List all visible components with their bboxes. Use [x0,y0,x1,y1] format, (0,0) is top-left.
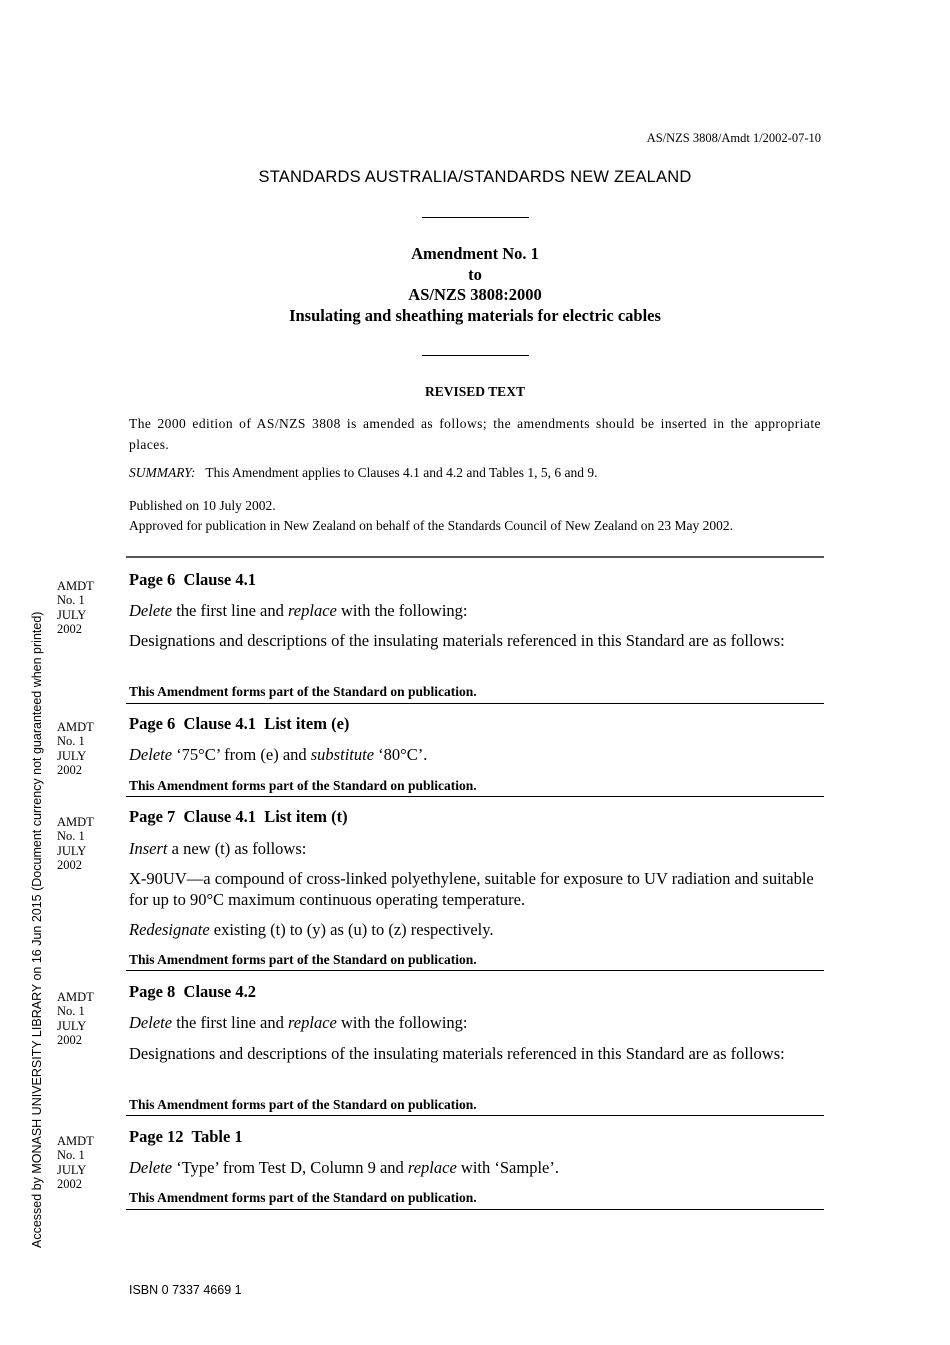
published-date: Published on 10 July 2002. [129,498,276,513]
amendment-note: This Amendment forms part of the Standard on publication. [129,952,477,967]
section-divider [126,1209,824,1210]
instruction-verb: Delete [129,1158,173,1177]
title-line-2: to [468,264,482,284]
replacement-text: Designations and descriptions of the insulating materials referenced in this Standard are as follows: [129,1044,785,1063]
instruction-paragraph [129,744,819,765]
amdt-label-line: JULY [57,843,87,858]
amdt-label-line: 2002 [57,762,82,777]
section-divider [126,1115,824,1116]
instruction-text: the first line and [172,1013,288,1032]
access-side-note: Accessed by MONASH UNIVERSITY LIBRARY on 16 Jun 2015 (Document currency not guaranteed when printed) [30,611,44,1248]
amdt-label-line: 2002 [57,857,82,872]
summary [129,465,598,481]
summary-label: SUMMARY: [129,465,196,480]
instruction-verb: Delete [129,745,173,764]
instruction-text: existing (t) to (y) as (u) to (z) respectively. [209,920,494,939]
instruction-verb: Redesignate [129,920,210,939]
amdt-label-line: 2002 [57,1032,82,1047]
organisation-name: STANDARDS AUSTRALIA/STANDARDS NEW ZEALAND [258,168,692,186]
instruction-paragraph [129,1157,819,1178]
instruction-text: with the following: [336,601,468,620]
amdt-label-line: 2002 [57,621,82,636]
inserted-item-text: X-90UV—a compound of cross-linked polyethylene, suitable for exposure to UV radiation and suitable for up to 90°C maximum continuous operating temperature. [129,869,814,909]
amdt-label-line: No. 1 [57,593,85,608]
amdt-label-line: AMDT [57,720,94,734]
amdt-label-line: AMDT [57,579,94,593]
amdt-label-line: JULY [57,1162,87,1177]
instruction-verb: Delete [129,1013,173,1032]
amdt-label-line: AMDT [57,990,94,1004]
instruction-verb: replace [288,601,337,620]
instruction-paragraph [129,919,819,940]
instruction-text: with ‘Sample’. [456,1158,559,1177]
document-reference: AS/NZS 3808/Amdt 1/2002-07-10 [646,131,821,145]
amdt-label-line: AMDT [57,815,94,829]
amendments-top-rule [126,556,824,558]
amdt-label-line: No. 1 [57,1004,85,1019]
title-divider-top [422,217,529,218]
section-heading: Page 7 Clause 4.1 List item (t) [129,807,348,826]
section-divider [126,703,824,704]
section-divider [126,970,824,971]
amdt-label-line: AMDT [57,1134,94,1148]
revised-text-heading: REVISED TEXT [425,384,525,399]
section-heading: Page 12 Table 1 [129,1127,243,1146]
instruction-paragraph [129,838,819,859]
section-divider [126,796,824,797]
amdt-margin-label [57,990,94,1047]
instruction-verb: replace [288,1013,337,1032]
instruction-verb: substitute [310,745,375,764]
amendment-note: This Amendment forms part of the Standard on publication. [129,684,477,699]
amdt-label-line: JULY [57,607,87,622]
amdt-label-line: 2002 [57,1176,82,1191]
publication-info [129,496,733,536]
summary-text: This Amendment applies to Clauses 4.1 and 4.2 and Tables 1, 5, 6 and 9. [205,465,598,480]
title-line-4: Insulating and sheathing materials for electric cables [289,306,661,326]
title-line-1: Amendment No. 1 [411,244,539,263]
isbn: ISBN 0 7337 4669 1 [129,1283,242,1297]
amdt-margin-label [57,815,94,872]
amdt-label-line: No. 1 [57,829,85,844]
amdt-label-line: JULY [57,1018,87,1033]
title-divider-bottom [422,355,529,356]
amdt-label-line: No. 1 [57,734,85,749]
amdt-margin-label [57,1134,94,1191]
instruction-verb: replace [407,1158,457,1177]
amendment-note: This Amendment forms part of the Standard on publication. [129,1097,477,1112]
title-line-3: AS/NZS 3808:2000 [408,285,542,305]
approval-note: Approved for publication in New Zealand on behalf of the Standards Council of New Zealand on 23 May 2002. [129,518,733,533]
section-heading: Page 6 Clause 4.1 List item (e) [129,714,350,733]
replacement-text: Designations and descriptions of the insulating materials referenced in this Standard are as follows: [129,631,785,650]
intro-paragraph: The 2000 edition of AS/NZS 3808 is amended as follows; the amendments should be inserted in the appropriate places. [129,416,821,452]
section-heading: Page 8 Clause 4.2 [129,982,256,1001]
instruction-paragraph [129,600,819,621]
instruction-text: ‘Type’ from Test D, Column 9 and [172,1158,408,1177]
instruction-text: with the following: [336,1013,468,1032]
instruction-text: the first line and [172,601,288,620]
amdt-label-line: JULY [57,748,87,763]
amdt-label-line: No. 1 [57,1148,85,1163]
instruction-paragraph [129,1012,819,1033]
instruction-verb: Insert [129,839,168,858]
instruction-text: a new (t) as follows: [167,839,307,858]
instruction-text: ‘80°C’. [374,745,428,764]
section-heading: Page 6 Clause 4.1 [129,570,256,589]
instruction-text: ‘75°C’ from (e) and [172,745,311,764]
amendment-note: This Amendment forms part of the Standard on publication. [129,1190,477,1205]
amendment-note: This Amendment forms part of the Standard on publication. [129,778,477,793]
instruction-verb: Delete [129,601,173,620]
amdt-margin-label [57,720,94,777]
document-title [0,244,950,327]
amdt-margin-label [57,579,94,636]
